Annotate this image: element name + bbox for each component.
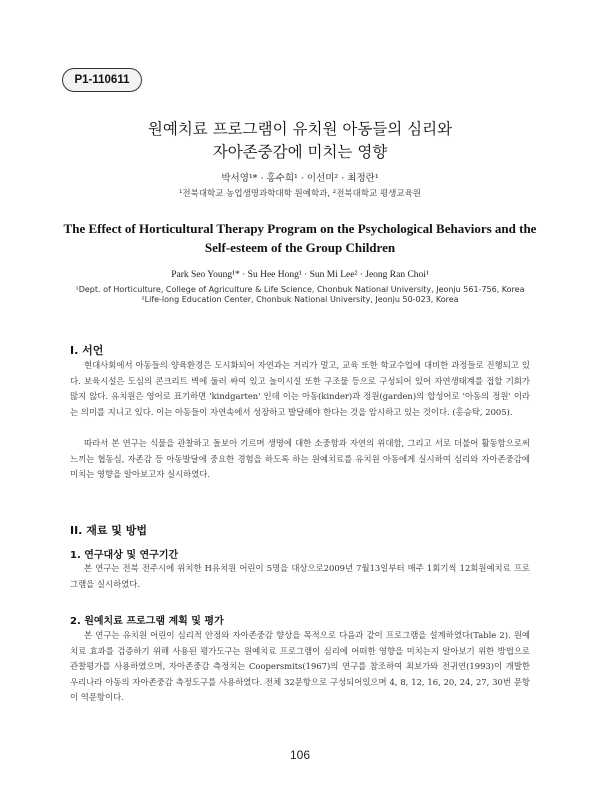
section-1-heading: I. 서언 <box>70 344 104 357</box>
subsection-2-1-paragraph: 본 연구는 전북 전주시에 위치한 H유치원 어린이 5명을 대상으로2009년 7월13일부터 매주 1회기씩 12회원예치료 프로그램을 실시하였다. <box>70 563 530 589</box>
section-1-paragraph-2: 따라서 본 연구는 식물을 관찰하고 돌보아 기르며 생명에 대한 소중함과 자연의 위대함, 그리고 서로 더불어 활동함으로써 느끼는 협동심, 자존감 등 아동발달에 중요한 경험을 하도록 하는 원예치료를 유치원 아동에게 실시하여 심리와 자아존중감에 미치는 영향을 알아보고자 실시하였다. <box>70 438 530 479</box>
title-english-line-1: The Effect of Horticultural Therapy Program on the Psychological Behaviors and the <box>63 221 537 236</box>
title-korean-line-1: 원예치료 프로그램이 유치원 아동들의 심리와 <box>147 120 453 138</box>
section-2-heading: II. 재료 및 방법 <box>70 524 147 537</box>
title-english-line-2: Self-esteem of the Group Children <box>204 240 396 255</box>
paper-code-badge: P1-110611 <box>62 68 142 92</box>
affiliation-english-1: ¹Dept. of Horticulture, College of Agriculture & Life Science, Chonbuk National University, Jeonju 561-756, Korea <box>75 285 525 294</box>
subsection-2-1-heading: 1. 연구대상 및 연구기간 <box>70 550 179 561</box>
page-number: 106 <box>289 748 311 762</box>
subsection-2-2-heading: 2. 원예치료 프로그램 계획 및 평가 <box>70 616 224 627</box>
affiliations-korean: ¹전북대학교 농업생명과학대학 원예학과, ²전북대학교 평생교육원 <box>178 189 422 199</box>
affiliation-english-2: ²Life-long Education Center, Chonbuk National University, Jeonju 50-023, Korea <box>141 295 459 304</box>
section-1-paragraph-1: 현대사회에서 아동들의 양육환경은 도시화되어 자연과는 거리가 멀고, 교육 또한 학교수업에 대비한 과정들로 진행되고 있다. 보육시설은 도심의 콘크리트 벽에 둘러 싸여 있고 놀이시설 또한 구조물 등으로 구성되어 있어 자연생태계를 접할 기회가 많지 않다. 유치원은 영어로 표기하면 'kindgarten' 인데 이는 아동(kinder)과 정원(garden)의 합성어로 '아동의 정원' 이라는 의미를 지니고 있다. 이는 아동들이 자연속에서 성장하고 발달해야 한다는 것을 암시하고 있는 것이다. (홍승탁, 2005). <box>70 360 530 417</box>
authors-korean: 박서영¹* · 홍수희¹ · 이선미² · 최정란¹ <box>221 173 379 184</box>
subsection-2-2-paragraph: 본 연구는 유치원 어린이 심리적 안정와 자아존중감 향상을 목적으로 다음과 같이 프로그램을 설계하였다(Table 2). 원예치료 효과를 검증하기 위해 사용된 평가도구는 원예치료 프로그램이 심리에 어떠한 영향을 미치는지 알아보기 위한 방법으로 관찰평가를 사용하였으며, 자아존중감 측정치는 Coopersmits(1967)의 연구를 참조하여 최보가와 전귀연(1993)이 개발한 우리나라 아동의 자아존중감 측정도구를 사용하였다. 전체 32문항으로 구성되어있으며 4, 8, 12, 16, 20, 24, 27, 30번 문항이 역문항이다. <box>70 630 530 702</box>
title-korean-line-2: 자아존중감에 미치는 영향 <box>212 143 388 161</box>
authors-english: Park Seo Young¹* · Su Hee Hong¹ · Sun Mi Lee² · Jeong Ran Choi¹ <box>171 270 429 280</box>
